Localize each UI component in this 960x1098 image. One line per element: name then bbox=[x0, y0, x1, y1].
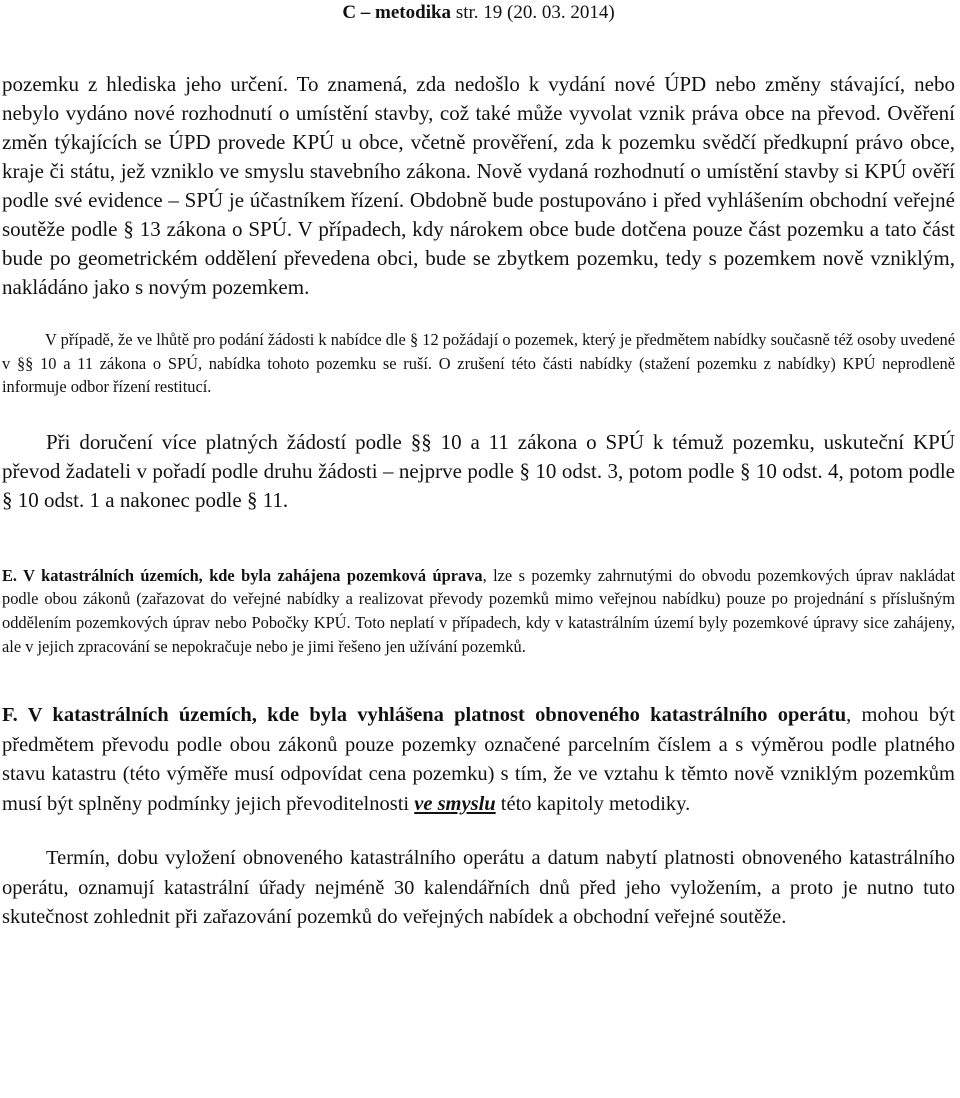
paragraph-multiple-requests: Při doručení více platných žádostí podle §§ 10 a 11 zákona o SPÚ k témuž pozemku, uskuteční KPÚ převod žadateli v pořadí podle druhu žádosti – nejprve podle § 10 odst. 3, potom podle § 10 odst. 4, potom podle § 10 odst. 1 a nakonec podle § 11. bbox=[2, 429, 955, 512]
section-e-text: , lze s pozemky zahrnutými do obvodu pozemkových úprav nakládat podle obou zákonů (zařazovat do veřejné nabídky a realizovat převody pozemků mimo veřejnou nabídku) pouze po projednání s příslušným oddělením pozemkových úprav nebo Pobočky KPÚ. Toto neplatí v případech, kdy v katastrálním území byly pozemkové úpravy sice zahájeny, ale v jejich zpracování se nepokračuje nebo je jimi řešeno jen užívání pozemků. bbox=[2, 565, 955, 656]
section-f-emphasis: ve smyslu bbox=[414, 792, 496, 815]
section-e-heading: E. V katastrálních územích, kde byla zahájena pozemková úprava bbox=[2, 565, 483, 585]
paragraph-cadastre-dates: Termín, dobu vyložení obnoveného katastrálního operátu a datum nabytí platnosti obnoveného katastrálního operátu, oznamují katastrální úřady nejméně 30 kalendářních dnů před jeho vyložením, a proto je nutno tuto skutečnost zohlednit při zařazování pozemků do veřejných nabídek a obchodní veřejné soutěže. bbox=[2, 847, 955, 929]
section-e bbox=[2, 564, 955, 658]
section-f bbox=[2, 701, 955, 819]
page-header bbox=[2, 0, 955, 25]
header-page-info: str. 19 (20. 03. 2014) bbox=[455, 2, 615, 23]
section-f-heading: F. V katastrálních územích, kde byla vyhlášena platnost obnoveného katastrálního operátu bbox=[2, 704, 847, 727]
header-label: C – metodika bbox=[342, 2, 452, 23]
paragraph-continuation: pozemku z hlediska jeho určení. To znamená, zda nedošlo k vydání nové ÚPD nebo změny stávající, nebo nebylo vydáno nové rozhodnutí o umístění stavby, což také může vyvolat vznik práva obce na převod. Ověření změn týkajících se ÚPD provede KPÚ u obce, včetně prověření, zda k pozemku svědčí předkupní právo obce, kraje či státu, jež vzniklo ve smyslu stavebního zákona. Nově vydaná rozhodnutí o umístění stavby si KPÚ ověří podle své evidence – SPÚ je účastníkem řízení. Obdobně bude postupováno i před vyhlášením obchodní veřejné soutěže podle § 13 zákona o SPÚ. V případech, kdy nárokem obce bude dotčena pouze část pozemku a tato část bude po geometrickém oddělení převedena obci, bude se zbytkem pozemku, tedy s pozemkem nově vzniklým, nakládáno jako s novým pozemkem. bbox=[2, 72, 955, 299]
section-f-text-end: této kapitoly metodiky. bbox=[495, 792, 691, 815]
paragraph-offer-cancellation: V případě, že ve lhůtě pro podání žádosti k nabídce dle § 12 požádají o pozemek, který je předmětem nabídky současně též osoby uvedené v §§ 10 a 11 zákona o SPÚ, nabídka tohoto pozemku se ruší. O zrušení této části nabídky (stažení pozemku z nabídky) KPÚ neprodleně informuje odbor řízení restitucí. bbox=[2, 330, 955, 397]
section-f-text: , mohou být předmětem převodu podle obou zákonů pouze pozemky označené parcelním číslem a s výměrou podle platného stavu katastru (této výměře musí odpovídat cena pozemku) s tím, že ve vztahu k těmto nově vzniklým pozemkům musí být splněny podmínky jejich převoditelnosti bbox=[2, 704, 955, 815]
